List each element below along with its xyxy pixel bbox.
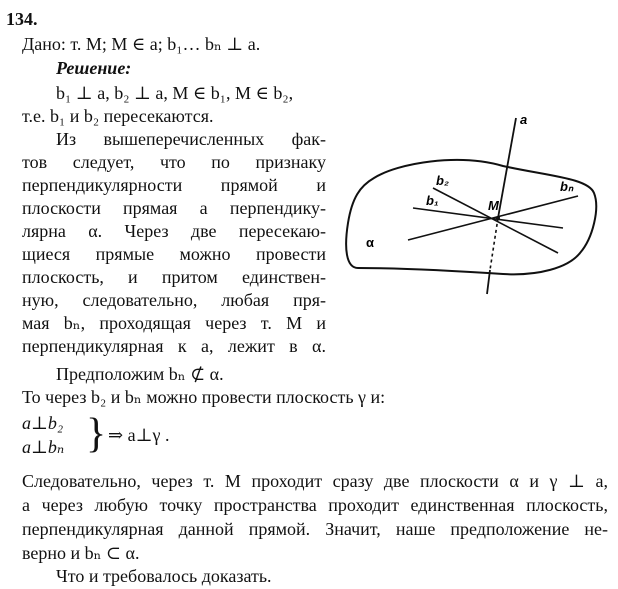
label-alpha: α (366, 235, 374, 250)
qed-line: Что и требовалось доказать. (56, 566, 272, 586)
label-b2: b₂ (436, 173, 449, 188)
reasoning-line-9: плоскость, и притом единствен- (22, 267, 326, 287)
reasoning-line-7: лярна α. Через две пересекаю- (22, 221, 326, 241)
implication-system (22, 410, 222, 462)
curly-brace: } (86, 411, 107, 457)
label-M: M (488, 198, 499, 213)
given-line: Дано: т. M; M ∈ a; b₁… bₙ ⊥ a. (22, 34, 261, 54)
plane-figure (338, 108, 610, 308)
label-b1: b₁ (426, 193, 439, 208)
system-implies: ⇒ a⊥γ . (108, 425, 170, 445)
then-line: То через b₂ и bₙ можно провести плоскость γ и: (22, 387, 386, 407)
reasoning-line-12: перпендикулярная к a, лежит в α. (22, 336, 326, 356)
point-M (496, 216, 500, 220)
reasoning-line-6: плоскости прямая a перпендику- (22, 198, 326, 218)
label-bn: bₙ (560, 179, 574, 194)
line-a-hidden (490, 218, 498, 270)
reasoning-line-2: т.е. b₁ и b₂ пересекаются. (22, 106, 214, 126)
conclusion-line-2: а через любую точку пространства проходит единственная плоскость, (22, 495, 608, 515)
solution-header: Решение: (56, 58, 132, 78)
conclusion-line-4: верно и bₙ ⊂ α. (22, 543, 140, 563)
reasoning-line-1: b₁ ⊥ a, b₂ ⊥ a, M ∈ b₁, M ∈ b₂, (56, 83, 294, 103)
conclusion-line-1: Следовательно, через т. M проходит сразу две плоскости α и γ ⊥ a, (22, 471, 608, 491)
system-line-2: a⊥bₙ (22, 437, 65, 457)
reasoning-line-5: перпендикулярности прямой и (22, 175, 326, 195)
reasoning-line-8: щиеся прямые можно провести (22, 244, 326, 264)
reasoning-line-4: тов следует, что по признаку (22, 152, 326, 172)
reasoning-line-10: ную, следовательно, любая пря- (22, 290, 326, 310)
plane-alpha-outline (346, 160, 596, 274)
reasoning-line-3: Из вышеперечисленных фак- (56, 129, 326, 149)
system-line-1: a⊥b₂ (22, 413, 64, 433)
conclusion-line-3: перпендикулярная данной прямой. Значит, наше предположение не- (22, 519, 608, 539)
label-a: a (520, 112, 528, 127)
reasoning-line-11: мая bₙ, проходящая через т. M и (22, 313, 326, 333)
problem-number: 134. (6, 9, 38, 29)
assumption-line: Предположим bₙ ⊄ α. (56, 364, 224, 384)
